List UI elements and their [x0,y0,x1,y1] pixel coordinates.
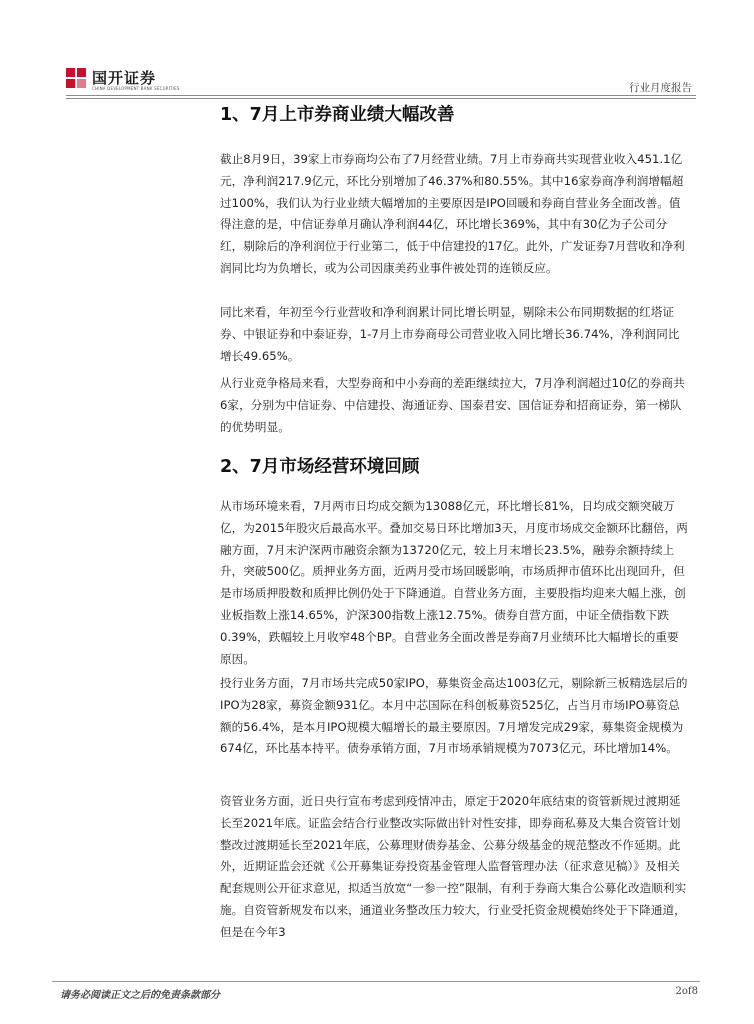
logo-text: 国开证券 [92,69,157,87]
page-header [66,66,696,100]
logo-icon [66,68,86,88]
paragraph-2-2: 投行业务方面，7月市场共完成50家IPO，募集资金高达1003亿元，剔除新三板精选层后的IPO为28家，募资金额931亿。本月中芯国际在科创板募资525亿，占当月市场IPO募资总额的56.4%，是本月IPO规模大幅增长的最主要原因。7月增发完成29家，募集资金规模为674亿，环比基本持平。债券承销方面，7月市场承销规模为7073亿元，环比增加14%。 [220,676,688,756]
report-type: 行业月度报告 [629,82,692,94]
header-divider [66,95,696,96]
paragraph-2-1: 从市场环境来看，7月两市日均成交额为13088亿元，环比增长81%，日均成交额突破万亿，为2015年股灾后最高水平。叠加交易日环比增加3天，月度市场成交金额环比翻倍，两融方面，7月末沪深两市融资余额为13720亿元，较上月末增长23.5%，融券余额持续上升，突破500亿。质押业务方面，近两月受市场回暖影响，市场质押市值环比出现回升，但是市场质押股数和质押比例仍处于下降通道。自营业务方面，主要股指均迎来大幅上涨，创业板指数上涨14.65%，沪深300指数上涨12.75%。债券自营方面，中证全债指数下跌0.39%，跌幅较上月收窄48个BP。自营业务全面改善是券商7月业绩环比大幅增长的重要原因。 [220,499,688,666]
section-title-1: 1、7月上市券商业绩大幅改善 [220,105,455,125]
header-divider-thin [66,98,696,99]
logo-subtitle: CHINA DEVELOPMENT BANK SECURITIES [92,86,180,91]
section-title-2: 2、7月市场经营环境回顾 [220,457,420,477]
paragraph-1-1: 截止8月9日，39家上市券商均公布了7月经营业绩。7月上市券商共实现营业收入451.1亿元，净利润217.9亿元，环比分别增加了46.37%和80.55%。其中16家券商净利润增幅超过100%，我们认为行业业绩大幅增加的主要原因是IPO回暖和券商自营业务全面改善。值得注意的是，中信证券单月确认净利润44亿，环比增长369%，其中有30亿为子公司分红，剔除后的净利润位于行业第二，低于中信建投的17亿。此外，广发证券7月营收和净利润同比均为负增长，或为公司因康美药业事件被处罚的连锁反应。 [220,152,685,275]
footer-divider [52,981,700,982]
page-number: 2of8 [675,986,698,997]
paragraph-1-3: 从行业竞争格局来看，大型券商和中小券商的差距继续拉大，7月净利润超过10亿的券商共6家，分别为中信证券、中信建投、海通证券、国泰君安、国信证券和招商证券，第一梯队的优势明显。 [220,376,685,434]
paragraph-1-2: 同比来看，年初至今行业营收和净利润累计同比增长明显，剔除未公布同期数据的红塔证券、中银证券和中泰证券，1-7月上市券商母公司营业收入同比增长36.74%，净利润同比增长49.65%。 [220,305,680,363]
disclaimer-note: 请务必阅读正文之后的免责条款部分 [60,990,220,1001]
paragraph-2-3: 资管业务方面，近日央行宣布考虑到疫情冲击，原定于2020年底结束的资管新规过渡期延长至2021年底。证监会结合行业整改实际做出针对性安排，即券商私募及大集合资管计划整改过渡期延长至2021年底，公募理财债券基金、公募分级基金的规范整改不作延期。此外，近期证监会还就《公开募集证券投资基金管理人监督管理办法（征求意见稿）》及相关配套规则公开征求意见，拟适当放宽“一参一控”限制，有利于券商大集合公募化改造顺利实施。自资管新规发布以来，通道业务整改压力较大，行业受托资金规模始终处于下降通道，但是在今年3 [220,794,687,939]
